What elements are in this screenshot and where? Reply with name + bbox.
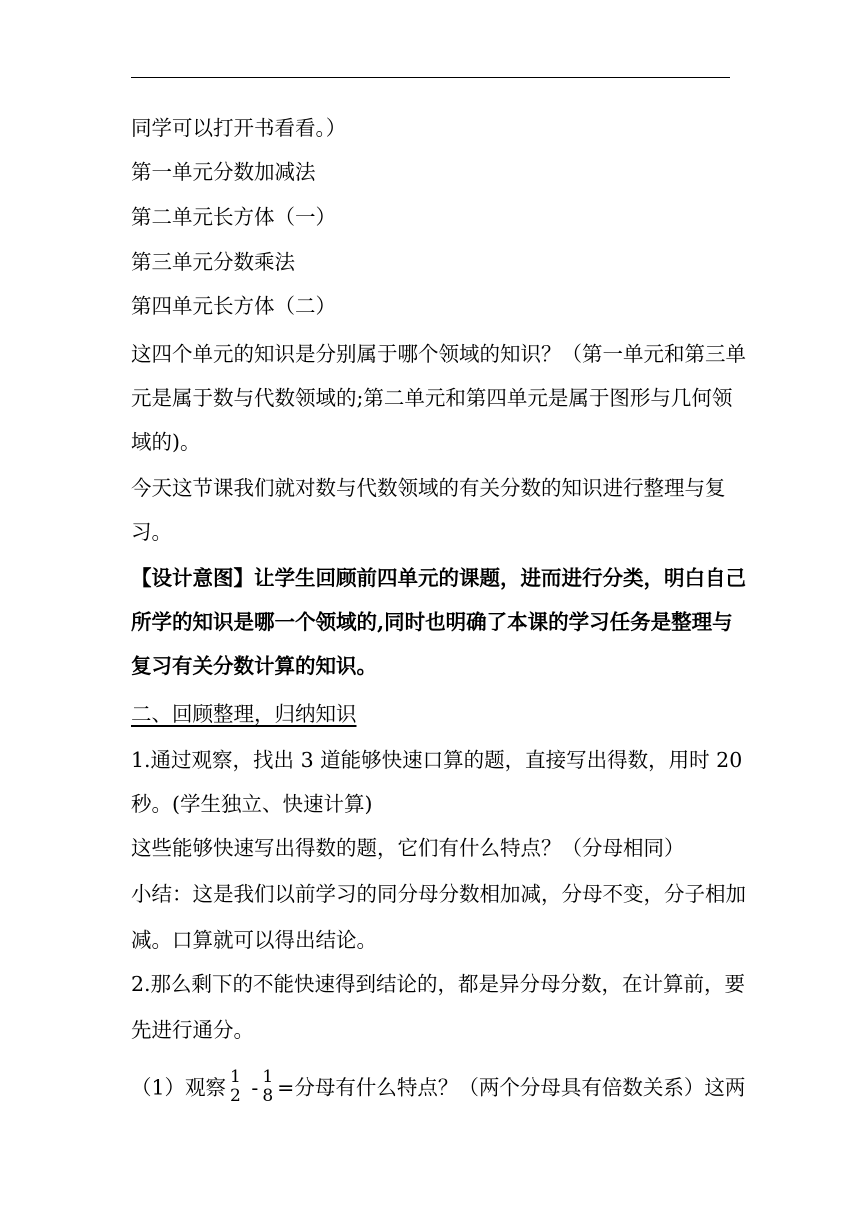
text-line: 域的)。 bbox=[131, 430, 201, 454]
text-line: 习。 bbox=[131, 520, 172, 544]
text-line: 元是属于数与代数领域的;第二单元和第四单元是属于图形与几何领 bbox=[131, 386, 733, 410]
fraction-one-eighth: 1 8 bbox=[262, 1067, 274, 1106]
text-line: 秒。(学生独立、快速计算) bbox=[131, 792, 373, 816]
text-line: 减。口算就可以得出结论。 bbox=[131, 928, 377, 952]
design-intent-line: 所学的知识是哪一个领域的,同时也明确了本课的学习任务是整理与 bbox=[131, 610, 733, 634]
text-line: 这些能够快速写出得数的题，它们有什么特点？（分母相同） bbox=[131, 836, 685, 860]
text-line: 这四个单元的知识是分别属于哪个领域的知识？（第一单元和第三单 bbox=[131, 342, 746, 366]
text-line: 今天这节课我们就对数与代数领域的有关分数的知识进行整理与复 bbox=[131, 476, 726, 500]
design-intent-line: 复习有关分数计算的知识。 bbox=[131, 654, 377, 678]
text-line: 小结：这是我们以前学习的同分母分数相加减，分母不变，分子相加 bbox=[131, 882, 746, 906]
text-line: 第一单元分数加减法 bbox=[131, 160, 316, 184]
text-line: 第四单元长方体（二） bbox=[131, 294, 336, 318]
text-line: 1.通过观察，找出 3 道能够快速口算的题，直接写出得数，用时 20 bbox=[131, 748, 743, 772]
design-intent-line: 【设计意图】让学生回顾前四单元的课题，进而进行分类，明白自己 bbox=[131, 566, 746, 590]
fraction-line bbox=[131, 1067, 746, 1108]
text-line: 第二单元长方体（一） bbox=[131, 205, 336, 229]
section-heading: 二、回顾整理，归纳知识 bbox=[131, 702, 357, 726]
line-suffix: =分母有什么特点？（两个分母具有倍数关系）这两 bbox=[277, 1075, 746, 1100]
header-rule bbox=[131, 77, 730, 78]
text-line: 第三单元分数乘法 bbox=[131, 250, 295, 274]
line-prefix: （1）观察 bbox=[131, 1075, 227, 1100]
fraction-one-half: 1 2 bbox=[230, 1067, 241, 1106]
text-line: 先进行通分。 bbox=[131, 1018, 254, 1042]
text-line: 2.那么剩下的不能快速得到结论的，都是异分母分数，在计算前，要 bbox=[131, 972, 746, 996]
minus-sign: - bbox=[251, 1075, 259, 1100]
text-line: 同学可以打开书看看。） bbox=[131, 116, 347, 140]
